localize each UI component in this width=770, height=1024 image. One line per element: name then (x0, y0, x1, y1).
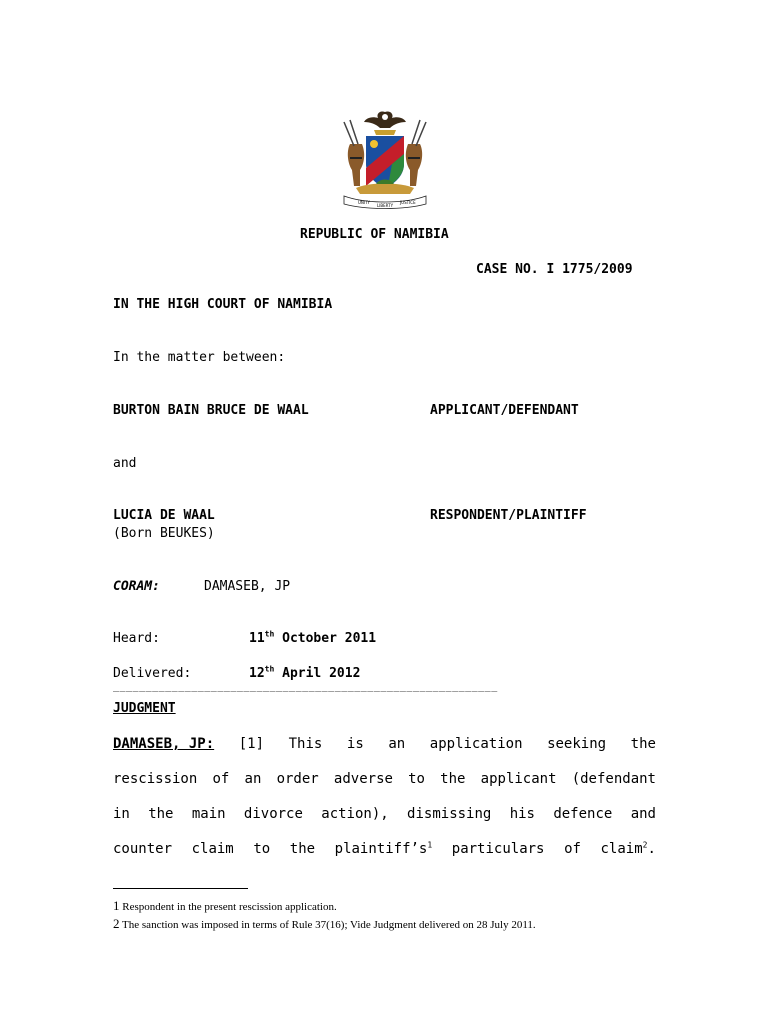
word: application (429, 736, 523, 752)
coram-judge: DAMASEB, JP (204, 579, 291, 594)
heard-label: Heard: (113, 631, 160, 646)
body-line-2 (113, 771, 656, 787)
respondent-role: RESPONDENT/PLAINTIFF (430, 508, 587, 523)
word: plaintiff’s (334, 841, 428, 857)
footnote-2-text: The sanction was imposed in terms of Rule 37(16); Vide Judgment delivered on 28 July 2011. (119, 919, 536, 931)
word: in (113, 806, 130, 822)
motto-left-text: UNITY (358, 200, 370, 205)
word: to (408, 771, 425, 787)
heard-sup: th (264, 629, 275, 639)
applicant-name: BURTON BAIN BRUCE DE WAAL (113, 403, 309, 418)
word: main (191, 806, 226, 822)
footnote-2-number: 2 (113, 916, 120, 931)
body-line-1 (113, 736, 656, 752)
word: applicant (480, 771, 557, 787)
word-with-footnote (601, 841, 656, 857)
body-line-3 (113, 806, 656, 822)
motto-right-text: JUSTICE (400, 200, 416, 205)
word-with-footnote (335, 841, 433, 857)
separator-line: ___________________________________________________________ (113, 681, 498, 692)
footnote-1-text: Respondent in the present rescission application. (119, 901, 337, 913)
word: the (148, 806, 174, 822)
heard-date (249, 631, 376, 646)
word: divorce (243, 806, 303, 822)
word: This (288, 736, 323, 752)
case-number: CASE NO. I 1775/2009 (476, 262, 633, 277)
and-text: and (113, 456, 137, 471)
matter-intro: In the matter between: (113, 350, 286, 365)
delivered-date (249, 666, 360, 681)
word: rescission (113, 771, 198, 787)
word: seeking (547, 736, 607, 752)
applicant-role: APPLICANT/DEFENDANT (430, 403, 579, 418)
word: adverse (333, 771, 393, 787)
word: the (630, 736, 656, 752)
word: (defendant (571, 771, 656, 787)
word: an (244, 771, 262, 787)
delivered-label: Delivered: (113, 666, 192, 681)
delivered-day: 12 (249, 666, 265, 681)
footnote-2 (113, 916, 536, 932)
word: dismissing (407, 806, 492, 822)
delivered-rest: April 2012 (274, 666, 361, 681)
footnote-ref-1[interactable]: 1 (427, 840, 433, 850)
coram-label: CORAM: (113, 579, 160, 594)
heard-day: 11 (249, 631, 265, 646)
court-heading: IN THE HIGH COURT OF NAMIBIA (113, 297, 333, 312)
republic-heading: REPUBLIC OF NAMIBIA (300, 227, 449, 242)
judge-name: DAMASEB, JP: (113, 736, 215, 752)
motto-center-text: LIBERTY (377, 203, 394, 208)
word: claim (600, 841, 643, 857)
delivered-sup: th (264, 664, 275, 674)
word: counter (113, 841, 173, 857)
word: defence (553, 806, 613, 822)
judgment-heading: JUDGMENT (113, 701, 176, 716)
word: his (509, 806, 535, 822)
word: order (276, 771, 319, 787)
footnote-ref-2[interactable]: 2 (642, 840, 648, 850)
period: . (647, 841, 656, 857)
respondent-name: LUCIA DE WAAL (113, 508, 215, 523)
word: action), (321, 806, 389, 822)
paragraph-number: [1] (238, 736, 265, 752)
footnote-divider (113, 888, 248, 889)
word: of (212, 771, 230, 787)
word: is (346, 736, 364, 752)
body-line-4 (113, 841, 656, 857)
word: to (253, 841, 271, 857)
footnote-1-number: 1 (113, 898, 120, 913)
word: particulars (451, 841, 545, 857)
word: the (289, 841, 316, 857)
word: an (388, 736, 406, 752)
word: and (630, 806, 656, 822)
footnote-1 (113, 898, 337, 914)
word: the (440, 771, 466, 787)
word: of (564, 841, 581, 857)
heard-rest: October 2011 (274, 631, 377, 646)
coat-of-arms-image (336, 108, 434, 212)
respondent-born: (Born BEUKES) (113, 526, 215, 541)
word: claim (191, 841, 234, 857)
